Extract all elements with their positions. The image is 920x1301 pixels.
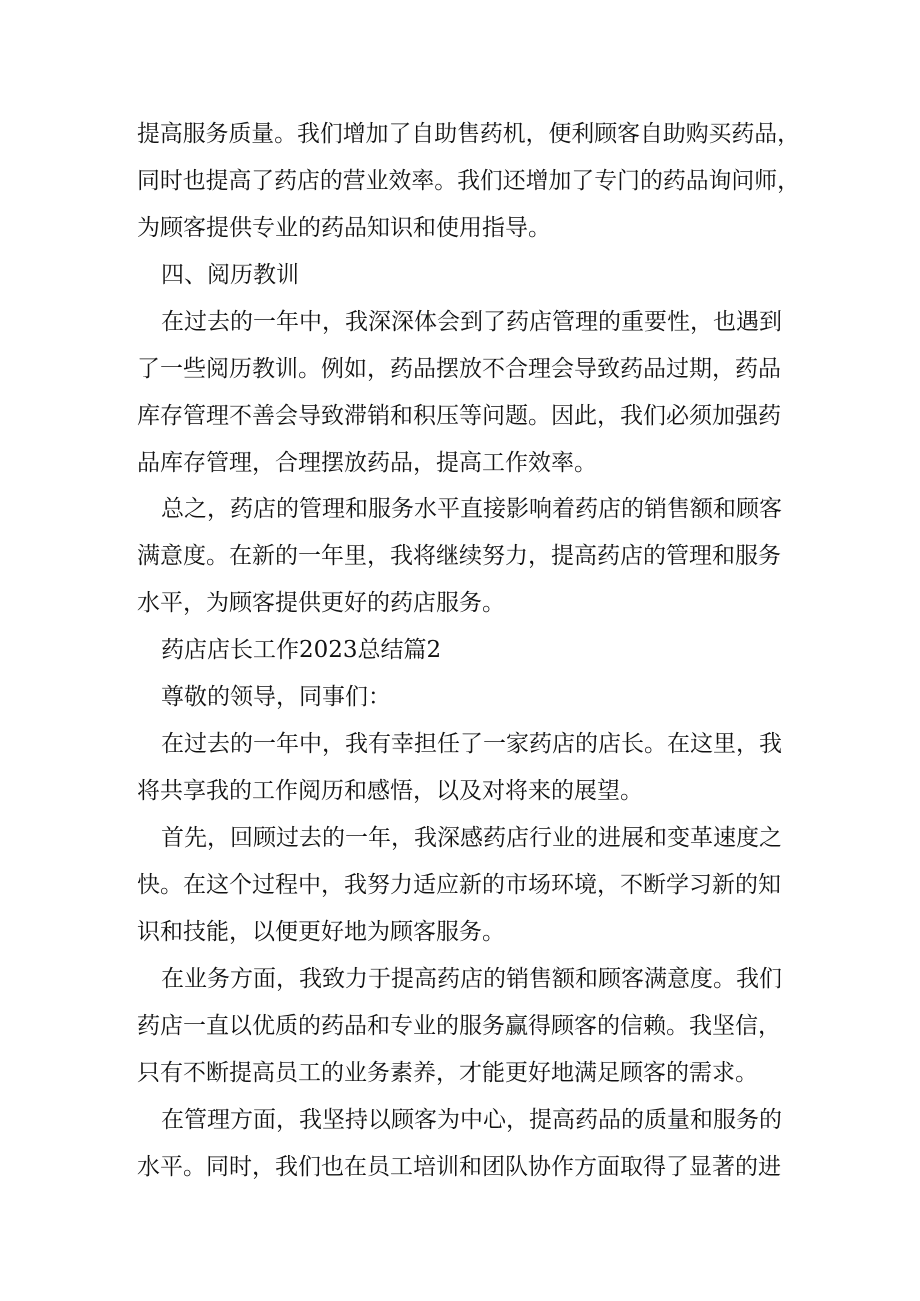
text-line: 提高服务质量。我们增加了自助售药机，便利顾客自助购买药品， [137, 121, 800, 147]
text-line: 在过去的一年中，我有幸担任了一家药店的店长。在这里，我 [161, 731, 782, 757]
text-line: 了一些阅历教训。例如，药品摆放不合理会导致药品过期，药品 [137, 356, 781, 382]
salutation: 尊敬的领导，同事们： [161, 684, 391, 710]
text-line: 在管理方面，我坚持以顾客为中心，提高药品的质量和服务的 [161, 1107, 782, 1133]
text-line: 将共享我的工作阅历和感悟，以及对将来的展望。 [137, 778, 643, 804]
text-line: 快。在这个过程中，我努力适应新的市场环境，不断学习新的知 [137, 872, 781, 898]
text-line: 首先，回顾过去的一年，我深感药店行业的进展和变革速度之 [161, 825, 782, 851]
text-line: 水平，为顾客提供更好的药店服务。 [137, 590, 505, 616]
text-line: 总之，药店的管理和服务水平直接影响着药店的销售额和顾客 [161, 496, 782, 522]
text-line: 为顾客提供专业的药品知识和使用指导。 [137, 215, 551, 241]
text-line: 药店一直以优质的药品和专业的服务赢得顾客的信赖。我坚信， [137, 1013, 781, 1039]
text-line: 在过去的一年中，我深深体会到了药店管理的重要性，也遇到 [161, 309, 782, 335]
text-line: 品库存管理，合理摆放药品，提高工作效率。 [137, 450, 597, 476]
text-line: 同时也提高了药店的营业效率。我们还增加了专门的药品询问师， [137, 168, 800, 194]
article-title: 药店店长工作2023总结篇2 [161, 637, 442, 663]
text-line: 在业务方面，我致力于提高药店的销售额和顾客满意度。我们 [161, 966, 782, 992]
text-line: 只有不断提高员工的业务素养，才能更好地满足顾客的需求。 [137, 1060, 758, 1086]
text-line: 水平。同时，我们也在员工培训和团队协作方面取得了显著的进 [137, 1154, 781, 1180]
text-line: 识和技能，以便更好地为顾客服务。 [137, 919, 505, 945]
text-line: 满意度。在新的一年里，我将继续努力，提高药店的管理和服务 [137, 543, 781, 569]
section-heading: 四、阅历教训 [161, 262, 299, 288]
text-line: 库存管理不善会导致滞销和积压等问题。因此，我们必须加强药 [137, 403, 781, 429]
